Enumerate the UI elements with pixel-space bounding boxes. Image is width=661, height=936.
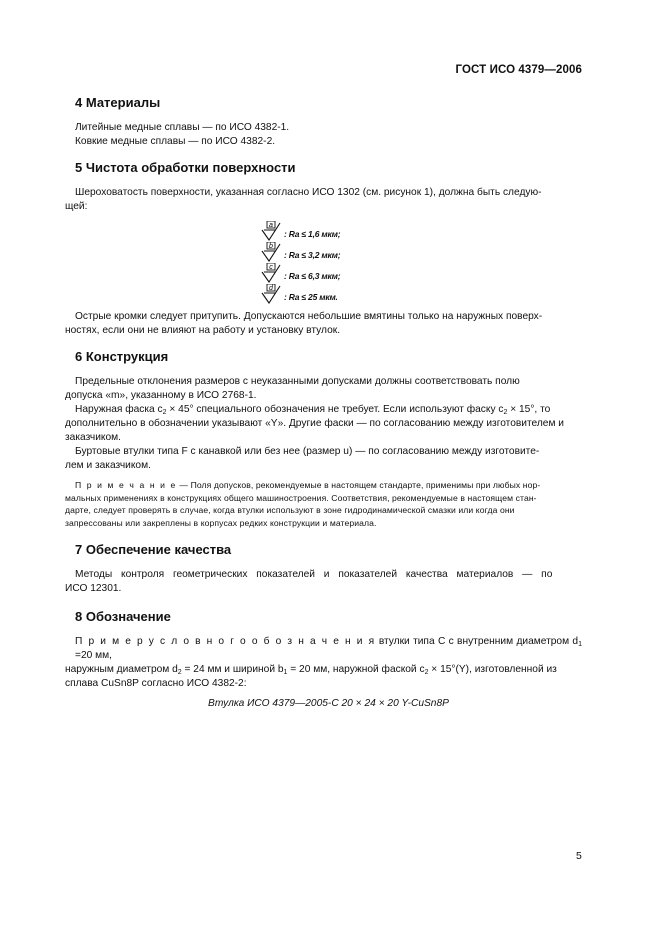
example-label: П р и м е р у с л о в н о г о о б о з н а ч е н и я [75, 636, 376, 647]
section-5-title: 5 Чистота обработки поверхности [75, 160, 296, 175]
roughness-item-a [260, 220, 340, 241]
note-line-3: дарте, следует проверять в случае, когда втулки используют в зоне гидродинамической смазки или когда они [65, 505, 515, 515]
s8-line-2: наружным диаметром $d_2 = 24$ мм и шириной $b_1 = 20$ мм, наружной фаской $c_2 \times 15^\circ(Y)$, изготовленной из [65, 664, 557, 676]
s7-para-1b: ИСО 12301. [65, 583, 122, 594]
svg-text:d: d [269, 285, 273, 292]
roughness-item-d [260, 283, 338, 304]
roughness-value-b: : Ra ≤ 3,2 мкм; [284, 250, 341, 260]
standard-header: ГОСТ ИСО 4379—2006 [455, 64, 582, 76]
roughness-item-c [260, 262, 340, 283]
designation-formula: Втулка ИСО 4379—2005-С 20 × 24 × 20 Y-CuSn8P [208, 698, 449, 709]
s5-para-2b: ностях, если они не влияют на работу и установку втулок. [65, 325, 341, 336]
roughness-symbol-icon [260, 242, 282, 262]
s6-para-2c: заказчиком. [65, 432, 121, 443]
s7-para-1a: Методы контроля геометрических показателей и показателей качества материалов — по [75, 569, 553, 580]
s5-para-1b: щей: [65, 201, 88, 212]
page-number: 5 [576, 850, 582, 862]
s8-line-3: сплава CuSn8P согласно ИСО 4382-2: [65, 678, 247, 689]
s4-line-2: Ковкие медные сплавы — по ИСО 4382-2. [75, 136, 276, 147]
s6-para-3b: лем и заказчиком. [65, 460, 151, 471]
svg-text:a: a [269, 222, 273, 229]
svg-text:c: c [269, 264, 273, 271]
s4-line-1: Литейные медные сплавы — по ИСО 4382-1. [75, 122, 290, 133]
section-7-title: 7 Обеспечение качества [75, 542, 232, 557]
roughness-symbol-icon [260, 263, 282, 283]
svg-text:b: b [269, 243, 273, 250]
s6-para-1b: допуска «m», указанному в ИСО 2768-1. [65, 390, 257, 401]
s5-para-1a: Шероховатость поверхности, указанная согласно ИСО 1302 (см. рисунок 1), должна быть следую- [75, 187, 542, 198]
roughness-item-b [260, 241, 340, 262]
note-line-2: мальных применениях в конструкциях общего машиностроения. Соответствия, рекомендуемые в настоящем стан- [65, 492, 537, 503]
roughness-value-c: : Ra ≤ 6,3 мкм; [284, 271, 341, 281]
roughness-value-a: : Ra ≤ 1,6 мкм; [284, 229, 341, 239]
roughness-list [75, 220, 582, 304]
s6-para-1a: Предельные отклонения размеров с неуказанными допусками должны соответствовать полю [75, 376, 520, 387]
note-line-4: запрессованы или закреплены в корпусах редких конструкции и материала. [65, 517, 377, 528]
section-6-title: 6 Конструкция [75, 349, 169, 364]
roughness-value-d: : Ra ≤ 25 мкм. [284, 292, 338, 302]
s6-para-2a: Наружная фаска $c_2 \times 45^\circ$ специального обозначения не требует. Если используют фаску $c_2 \times 15^\circ$, то [75, 404, 551, 416]
s6-para-3a: Буртовые втулки типа F с канавкой или без нее (размер u) — по согласованию между изготовите- [75, 446, 540, 457]
roughness-symbol-icon [260, 221, 282, 241]
s6-note [65, 479, 582, 529]
note-line-1: П р и м е ч а н и е — Поля допусков, рекомендуемые в настоящем стандарте, применимы при любых нор- [75, 480, 541, 490]
s8-line-1: П р и м е р у с л о в н о г о о б о з н а ч е н и я втулки типа С с внутренним диаметром $d_1 =20$ мм, [75, 636, 582, 661]
section-8-title: 8 Обозначение [75, 609, 171, 624]
page-content [65, 94, 582, 711]
s6-para-2b: дополнительно в обозначении указывают «Y». Другие фаски — по согласованию между изготовителем и [65, 418, 564, 429]
section-4-title: 4 Материалы [75, 95, 161, 110]
roughness-symbol-icon [260, 284, 282, 304]
note-label: П р и м е ч а н и е [75, 480, 177, 490]
s5-para-2a: Острые кромки следует притупить. Допускаются небольшие вмятины только на наружных поверх- [75, 311, 543, 322]
